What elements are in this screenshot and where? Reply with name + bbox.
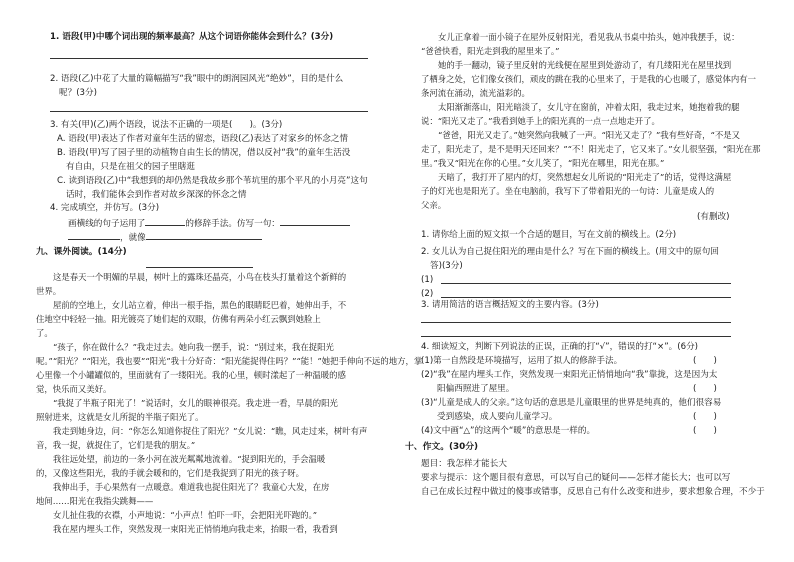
- story-line: 我伸出手，手心果然有一点暖意。难道我也捉住阳光了？我童心大发，在房: [53, 482, 330, 492]
- option-a: A. 语段(甲)表达了作者对童年生活的留恋，语段(乙)表达了对家乡的怀念之情: [57, 134, 349, 144]
- judge-box-2[interactable]: ( ): [693, 384, 717, 394]
- statement-1: (1)第一自然段是环境描写，运用了拟人的修辞手法。: [421, 356, 623, 366]
- statement-2-cont: 阳偏西照进了屋里。: [437, 384, 515, 394]
- composition-requirement-cont: 自己在成长过程中做过的傻事或错事，反思自己有什么改变和进步，要求想象合理，不少于: [421, 487, 765, 497]
- story-right: [421, 30, 761, 212]
- question-1-text: 1. 语段(甲)中哪个词出现的频率最高？从这个词语你能体会到什么？(3分): [50, 32, 334, 42]
- q4-blank-4[interactable]: [146, 229, 262, 240]
- option-c: C. 读到语段(乙)中“我想到的却仍然是我故乡那个苇坑里的那个平凡的小月亮”这句: [57, 176, 368, 186]
- story-line: 音，我一捉，就捉住了，它们是我的朋友。”: [36, 440, 196, 450]
- composition-requirement: 要求与提示：这个题目很有意思，可以写自己的疑问——怎样才能长大；也可以写: [421, 473, 731, 483]
- answer-line[interactable]: [50, 111, 368, 112]
- question-3-text: 3. 有关(甲)(乙)两个语段，说法不正确的一项是( )。(3分): [50, 120, 283, 130]
- rq-2-option-1: (1): [421, 275, 434, 285]
- story-line: 世界。: [36, 286, 62, 296]
- story-left: [36, 270, 422, 536]
- story-line: 里。”我又“阳光在你的心里。”女儿笑了，“阳光在哪里，阳光在那。”: [421, 158, 665, 168]
- story-line: “爸爸，阳光又走了。”她突然向我喊了一声。“阳光又走了？”我有些好奇，“不是又: [438, 130, 740, 140]
- q4-prompt-c: ，就像: [120, 233, 146, 243]
- story-line: “爸爸快看，阳光走到我的屋里来了。”: [421, 46, 560, 56]
- story-line: 这是春天一个明媚的早晨，树叶上的露珠还晶亮，小鸟在枝头打量着这个新鲜的: [53, 272, 347, 282]
- story-line: 父亲。: [421, 200, 447, 210]
- story-line: 了栖身之处，它们像女孩们，顽皮的跳在我的心里来了，于是我的心也暖了，感觉体内有一: [421, 74, 756, 84]
- story-line: 女儿扯住我的衣襟，小声地说：“小声点！怕吓一吓，会把阳光吓跑的。”: [53, 510, 317, 520]
- story-line: 的，又像这些阳光，我的手就会暖和的，它们是我捉到了阳光的孩子呀。: [36, 468, 304, 478]
- judge-box-3[interactable]: ( ): [693, 412, 717, 422]
- question-4: [50, 201, 350, 243]
- question-3: [50, 118, 368, 202]
- question-2-text-cont: 呢？(3分): [59, 88, 97, 98]
- story-line: 屋前的空地上，女儿站立着，伸出一根手指，黑色的眼睛眨巴着，她伸出手，不: [53, 300, 347, 310]
- answer-line[interactable]: [421, 322, 731, 323]
- rq-1-text: 1. 请你给上面的短文拟一个合适的题目，写在文前的横线上。(2分): [421, 230, 677, 240]
- story-line: 说：“阳光又走了。”我看到她手上的阳光真的一点一点地走开了。: [421, 116, 660, 126]
- story-line: 了。: [36, 328, 53, 338]
- q4-blank-2[interactable]: [280, 215, 350, 226]
- story-line: 照射进来，这就是女儿所捉的半瓶子阳光了。: [36, 412, 204, 422]
- rq-4: [421, 340, 721, 438]
- section-9-heading: [36, 245, 127, 259]
- statement-2: (2)“我”在屋内埋头工作，突然发现一束阳光正悄悄地向“我”靠拢，这是因为太: [421, 370, 718, 380]
- story-line: 我走到她身边，问：“你怎么知道你捉住了阳光？”女儿说：“瞧，风走过来，树叶有声: [53, 426, 368, 436]
- option-b-cont: 有自由，只是在祖父的园子里瞎逛: [66, 162, 195, 172]
- story-line: 太阳渐渐落山，阳光暗淡了，女儿守在窗前，冲着太阳，我走过来，她抱着我的腿: [438, 102, 740, 112]
- composition: [421, 457, 765, 499]
- rq-2-option-2: (2): [421, 289, 434, 299]
- statement-3-cont: 受到感染，成人要向儿童学习。: [437, 412, 558, 422]
- question-2: [50, 72, 343, 100]
- question-4-text: 4. 完成填空，并仿写。(3分): [50, 203, 160, 213]
- story-line: 子的灯光也是阳光了。坐在电脑前，我写下了带着阳光的一句诗：儿童是成人的: [421, 186, 715, 196]
- story-line: “我捉了半瓶子阳光了！”说话时，女儿的眼神很亮。我走进一看，早晨的阳光: [53, 398, 338, 408]
- q4-prompt-b: 的修辞手法。仿写一句：: [185, 219, 280, 229]
- statement-3: (3)“儿童是成人的父亲。”这句话的意思是儿童眼里的世界是纯真的，他们很容易: [421, 398, 722, 408]
- rq-2-text: 2. 女儿认为自己捉住阳光的理由是什么？写在下面的横线上。(用文中的原句回: [421, 247, 719, 257]
- story-line: 走了，阳光走了，是不是明天还回来？”“不！阳光走了，它又来了。”女儿很坚强，“阳光在那: [421, 144, 761, 154]
- statement-4: (4)文中画“△”的这两个“暖”的意思是一样的。: [421, 426, 596, 436]
- title-answer-line[interactable]: [146, 267, 253, 268]
- answer-line[interactable]: [50, 58, 368, 59]
- question-2-text: 2. 语段(乙)中花了大量的篇幅描写“我”眼中的朗润园风光“绝妙”，目的是什么: [50, 74, 344, 84]
- story-line: 她的手一翻动，镜子里反射的光线便在屋里到处游动了，有几缕阳光在屋里找到: [438, 60, 732, 70]
- rq-1: [421, 228, 676, 242]
- section-9-title: 九、课外阅读。(14分): [36, 247, 127, 257]
- section-10-heading: [405, 440, 478, 454]
- judge-box-1[interactable]: ( ): [693, 356, 717, 366]
- source-note: [697, 210, 730, 224]
- answer-line[interactable]: [441, 283, 731, 284]
- story-line: 心里像一个小罐罐似的，里面就有了一缕阳光。我的心里，顿时漾起了一种温暖的感: [36, 370, 346, 380]
- section-10-title: 十、作文。(30分): [405, 442, 479, 452]
- story-line: 我往远处望，前边的一条小河在波光粼粼地流着。“捉到阳光的，手会温暖: [53, 454, 326, 464]
- story-line: 条河流在涌动，流光溢彩的。: [421, 88, 530, 98]
- story-line: 呢。”“阳光？”“阳光，我也要”“阳光”我十分好奇：“阳光能捉得住吗？”“能！”她把手伸向不远的地方，掌: [36, 356, 423, 366]
- rq-3-text: 3. 请用简洁的语言概括短文的主要内容。(3分): [421, 300, 599, 310]
- story-line: 地间……阳光在我指尖跳舞——: [36, 496, 154, 506]
- story-line: “孩子，你在做什么？”我走过去。她向我一摆手，说：“别过来，我在捉阳光: [53, 342, 334, 352]
- rq-2-text-cont: 答)(3分): [430, 261, 463, 271]
- judge-box-4[interactable]: ( ): [693, 426, 717, 436]
- rq-3: [421, 298, 599, 312]
- story-line: 住地空中轻轻一抽。阳光镀亮了她们起的双眼，仿佛有两朵小红云飘到她脸上: [36, 314, 321, 324]
- composition-title: 题目：我怎样才能长大: [421, 459, 507, 469]
- story-line: 天暗了，我打开了屋内的灯，突然想起女儿所说的“阳光走了”的话，觉得这满屋: [438, 172, 732, 182]
- rq-2: [421, 245, 719, 301]
- q4-prompt-a: 画横线的句子运用了: [68, 219, 146, 229]
- rq-4-text: 4. 细读短文，判断下列说法的正误，正确的打“√”，错误的打“×”。(6分): [421, 342, 699, 352]
- story-line: 女儿正拿着一面小镜子在屋外反射阳光，看见我从书桌中抬头，她冲我摆手，说：: [438, 32, 740, 42]
- q4-blank-3[interactable]: [68, 229, 120, 240]
- option-c-cont: 话时，我们能体会到作者对故乡深深的怀念之情: [66, 190, 247, 200]
- question-1: [50, 30, 333, 44]
- story-line: 觉，快乐而又美好。: [36, 384, 112, 394]
- source-note-text: (有删改): [697, 212, 730, 222]
- option-b: B. 语段(甲)写了园子里的动植物自由生长的情况，借以反衬“我”的童年生活没: [57, 148, 351, 158]
- q4-blank-1[interactable]: [145, 215, 185, 226]
- answer-line[interactable]: [421, 336, 731, 337]
- right-column: [397, 0, 794, 562]
- story-line: 我在屋内埋头工作，突然发现一束阳光正悄悄地向我走来，抬眼一看，我看到: [53, 524, 338, 534]
